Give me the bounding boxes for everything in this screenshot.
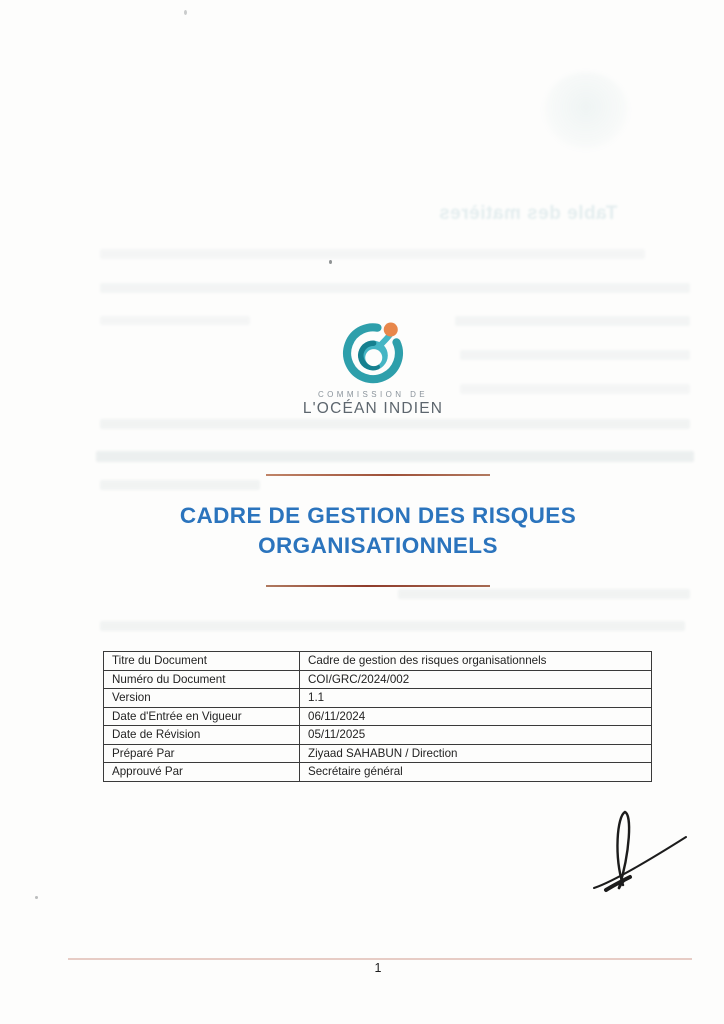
title-rule-top [266,474,490,476]
bleed-through-logo-ghost [543,72,629,150]
bleed-through-line [96,451,694,462]
row-value: 1.1 [300,689,652,708]
org-name-small: COMMISSION DE [318,390,428,399]
row-value: Secrétaire général [300,763,652,782]
row-label: Version [104,689,300,708]
bleed-through-line [100,419,690,429]
document-info-table [103,651,652,782]
row-value: Ziyaad SAHABUN / Direction [300,744,652,763]
signature-icon [586,804,694,896]
row-value: Cadre de gestion des risques organisationnels [300,652,652,671]
row-label: Préparé Par [104,744,300,763]
table-row [104,652,652,671]
table-row [104,763,652,782]
bleed-through-line [460,350,690,360]
bleed-through-line [100,249,645,259]
bleed-through-line [455,316,690,326]
row-value: 06/11/2024 [300,707,652,726]
title-rule-bottom [266,585,490,587]
bleed-through-line [100,480,260,490]
document-title-line1: CADRE DE GESTION DES RISQUES [179,503,577,528]
bleed-through-toc-title: Table des matières [438,203,618,224]
table-row [104,707,652,726]
document-title [102,501,654,561]
bleed-through-line [100,283,690,293]
scan-speck [35,896,38,899]
row-value: 05/11/2025 [300,726,652,745]
bleed-through-line [100,316,250,325]
row-value: COI/GRC/2024/002 [300,670,652,689]
scan-speck [184,10,187,15]
bleed-through-line [100,621,685,631]
bleed-through-line [398,589,690,599]
coi-logo [288,314,458,418]
table-row [104,726,652,745]
page-number: 1 [374,961,382,975]
org-name-large: L'OCÉAN INDIEN [302,400,444,417]
row-label: Date d'Entrée en Vigueur [104,707,300,726]
scan-speck [329,260,332,264]
row-label: Numéro du Document [104,670,300,689]
table-row [104,744,652,763]
table-row [104,670,652,689]
footer-rule [68,958,692,960]
row-label: Titre du Document [104,652,300,671]
bleed-through-line [460,384,690,394]
coi-swirl-icon [336,314,410,388]
row-label: Date de Révision [104,726,300,745]
row-label: Approuvé Par [104,763,300,782]
document-title-line2: ORGANISATIONNELS [258,533,498,558]
table-row [104,689,652,708]
